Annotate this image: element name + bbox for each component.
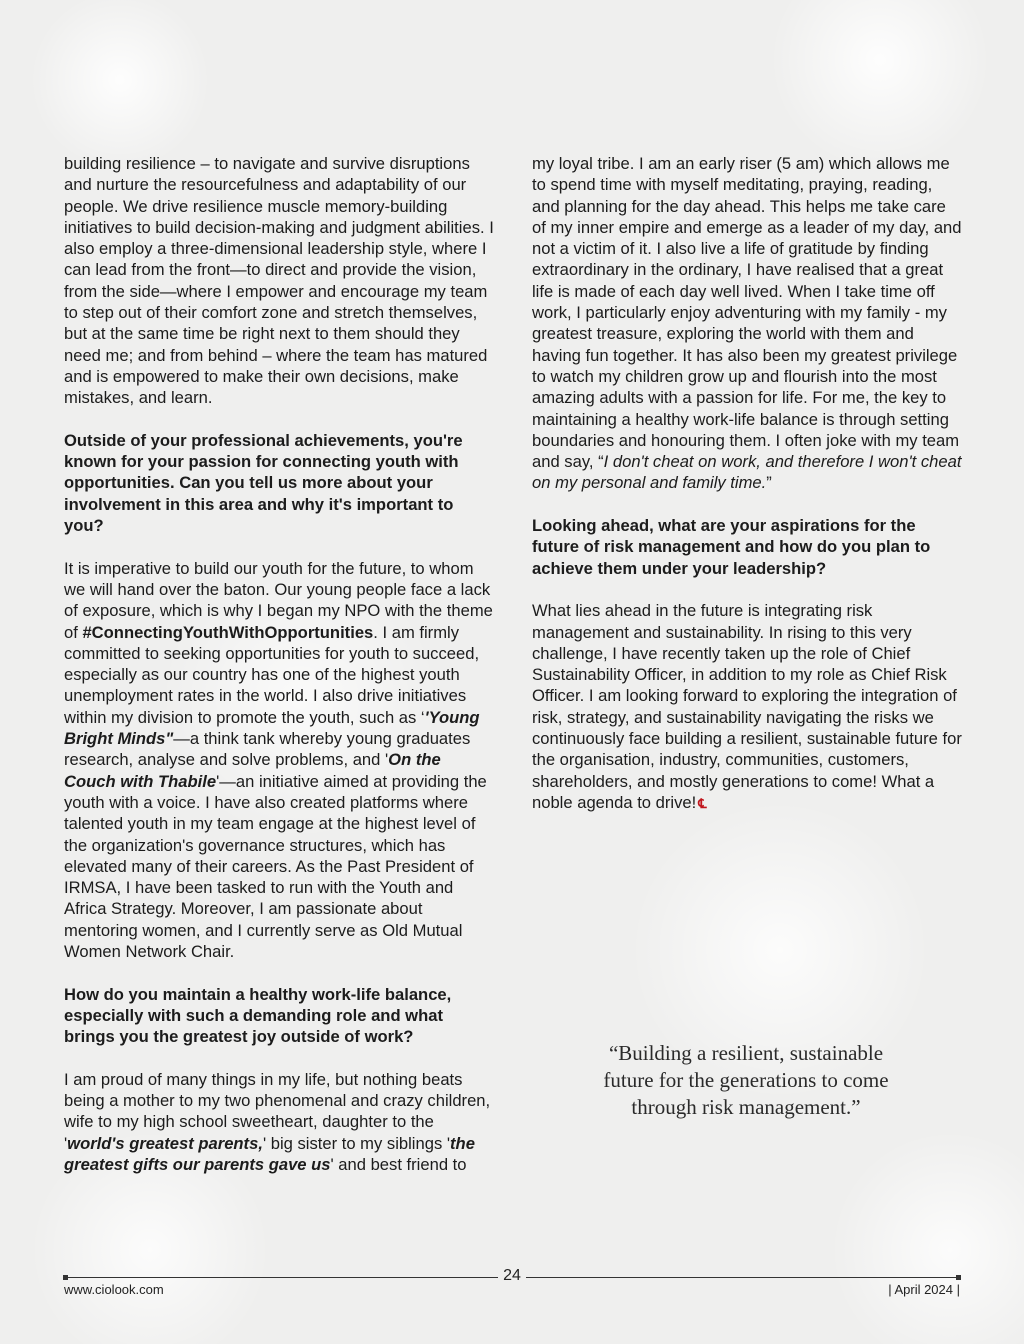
paragraph: I am proud of many things in my life, but nothing beats being a mother to my two phenomenal and crazy children, wife to my high school sweetheart, daughter to the 'world's greatest parents,' big sister to my siblings 'the greatest gifts our parents gave us' and best friend to <box>64 1069 491 1174</box>
footer-rule-dot <box>956 1275 961 1280</box>
end-of-article-icon: ℄ <box>698 795 707 811</box>
issue-date: | April 2024 | <box>888 1282 960 1297</box>
interview-question: How do you maintain a healthy work-life balance, especially with such a demanding role and what brings you the greatest joy outside of work? <box>64 984 452 1047</box>
paragraph: What lies ahead in the future is integrating risk management and sustainability. In rising to this very challenge, I have recently taken up the role of Chief Sustainability Officer, in addition to my role as Chief Risk Officer. I am looking forward to exploring the integration of risk, strategy, and sustainability navigating the risks we continuously face building a resilient, sustainable future for the organisation, industry, communities, customers, shareholders, and mostly generations to come! What a noble agenda to drive! ℄ <box>532 600 964 814</box>
program-name: On the Couch with Thabile <box>64 750 441 791</box>
paragraph: my loyal tribe. I am an early riser (5 am) which allows me to spend time with myself meditating, praying, reading, and planning for the day ahead. This helps me take care of my inner empire and emerge as a leader of my day, and not a victim of it. I also live a life of gratitude by finding extraordinary in the ordinary, I have realised that a great life is made of each day well lived. When I take time off work, I particularly enjoy adventuring with my family - my greatest treasure, exploring the world with them and having fun together. It has also been my greatest privilege to watch my children grow up and flourish into the most amazing adults with a passion for life. For me, the key to maintaining a healthy work-life balance is through setting boundaries and honouring them. I often joke with my team and say, “I don't cheat on work, and therefore I won't cheat on my personal and family time.” <box>532 154 962 493</box>
page-number: 24 <box>503 1267 521 1284</box>
footer-rule <box>526 1277 958 1278</box>
quote-italic: I don't cheat on work, and therefore I won't cheat on my personal and family time. <box>532 452 962 493</box>
interview-question: Looking ahead, what are your aspirations for the future of risk management and how do you plan to achieve them under your leadership? <box>532 516 931 578</box>
hashtag: #ConnectingYouthWithOpportunities <box>82 622 374 642</box>
article-right-column <box>532 153 964 836</box>
program-name: 'Young Bright Minds" <box>64 707 480 749</box>
pull-quote: “Building a resilient, sustainable future for the generations to come through risk management.” <box>603 1041 889 1119</box>
paragraph: building resilience – to navigate and survive disruptions and nurture the resourcefulness and adaptability of our people. We drive resilience muscle memory-building initiatives to build decision-making and judgment abilities. I also employ a three-dimensional leadership style, where I can lead from the front—to direct and provide the vision, from the side—where I empower and encourage my team to step out of their comfort zone and stretch themselves, but at the same time be right next to them should they need me; and from behind – where the team has matured and is empowered to make their own decisions, make mistakes, and learn. <box>64 154 494 408</box>
footer-rule <box>66 1277 498 1278</box>
interview-question: Outside of your professional achievements, you're known for your passion for connecting youth with opportunities. Can you tell us more about your involvement in this area and why it's important to you? <box>64 430 463 536</box>
website-link[interactable]: www.ciolook.com <box>64 1282 164 1297</box>
paragraph: It is imperative to build our youth for the future, to whom we will hand over the baton. Our young people face a lack of exposure, which is why I began my NPO with the theme of #ConnectingYouthWithOpportunities. I am firmly committed to seeking opportunities for youth to succeed, especially as our country has one of the highest youth unemployment rates in the world. I also drive initiatives within my division to promote the youth, such as ‘'Young Bright Minds"—a think tank whereby young graduates research, analyse and solve problems, and 'On the Couch with Thabile'—an initiative aimed at providing the youth with a voice. I have also created platforms where talented youth in my team engage at the highest level of the organization's governance structures, which has elevated many of their careers. As the Past President of IRMSA, I have been tasked to run with the Youth and Africa Strategy. Moreover, I am passionate about mentoring women, and I currently serve as Old Mutual Women Network Chair. <box>64 558 493 961</box>
article-left-column <box>64 153 496 1197</box>
